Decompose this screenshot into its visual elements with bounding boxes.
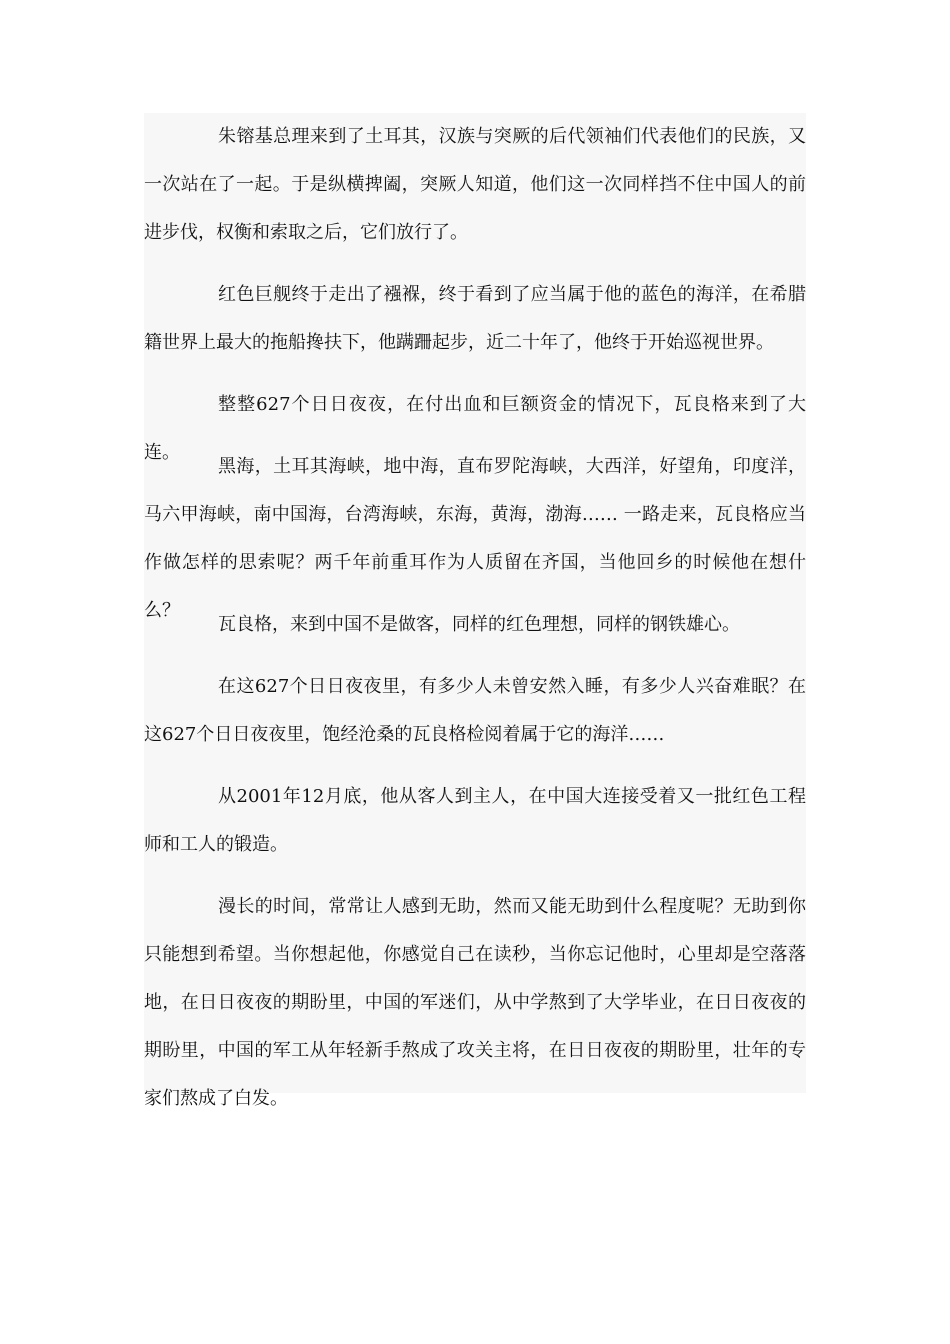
paragraph: 在这627个日日夜夜里，有多少人未曾安然入睡，有多少人兴奋难眠？在这627个日日夜夜里，饱经沧桑的瓦良格检阅着属于它的海洋…… [144,676,806,745]
paragraph: 黑海，土耳其海峡，地中海，直布罗陀海峡，大西洋，好望角，印度洋，马六甲海峡，南中国海，台湾海峡，东海，黄海，渤海…… 一路走来，瓦良格应当作做怎样的思索呢？两千年前重耳作为人质留在齐国，当他回乡的时候他在想什么？ [144,456,806,621]
paragraph: 红色巨舰终于走出了襁褓，终于看到了应当属于他的蓝色的海洋，在希腊籍世界上最大的拖船搀扶下，他蹒跚起步，近二十年了，他终于开始巡视世界。 [144,284,806,353]
article-body [144,113,806,1109]
paragraph: 从2001年12月底，他从客人到主人，在中国大连接受着又一批红色工程师和工人的锻造。 [144,786,806,855]
paragraph: 整整627个日日夜夜，在付出血和巨额资金的情况下，瓦良格来到了大连。 [144,394,806,463]
paragraph: 漫长的时间，常常让人感到无助，然而又能无助到什么程度呢？无助到你只能想到希望。当你想起他，你感觉自己在读秒，当你忘记他时，心里却是空落落地，在日日夜夜的期盼里，中国的军迷们，从中学熬到了大学毕业，在日日夜夜的期盼里，中国的军工从年轻新手熬成了攻关主将，在日日夜夜的期盼里，壮年的专家们熬成了白发。 [144,896,806,1109]
paragraph: 瓦良格，来到中国不是做客，同样的红色理想，同样的钢铁雄心。 [218,614,740,635]
paragraph: 朱镕基总理来到了土耳其，汉族与突厥的后代领袖们代表他们的民族，又一次站在了一起。于是纵横捭阖，突厥人知道，他们这一次同样挡不住中国人的前进步伐，权衡和索取之后，它们放行了。 [144,126,806,243]
